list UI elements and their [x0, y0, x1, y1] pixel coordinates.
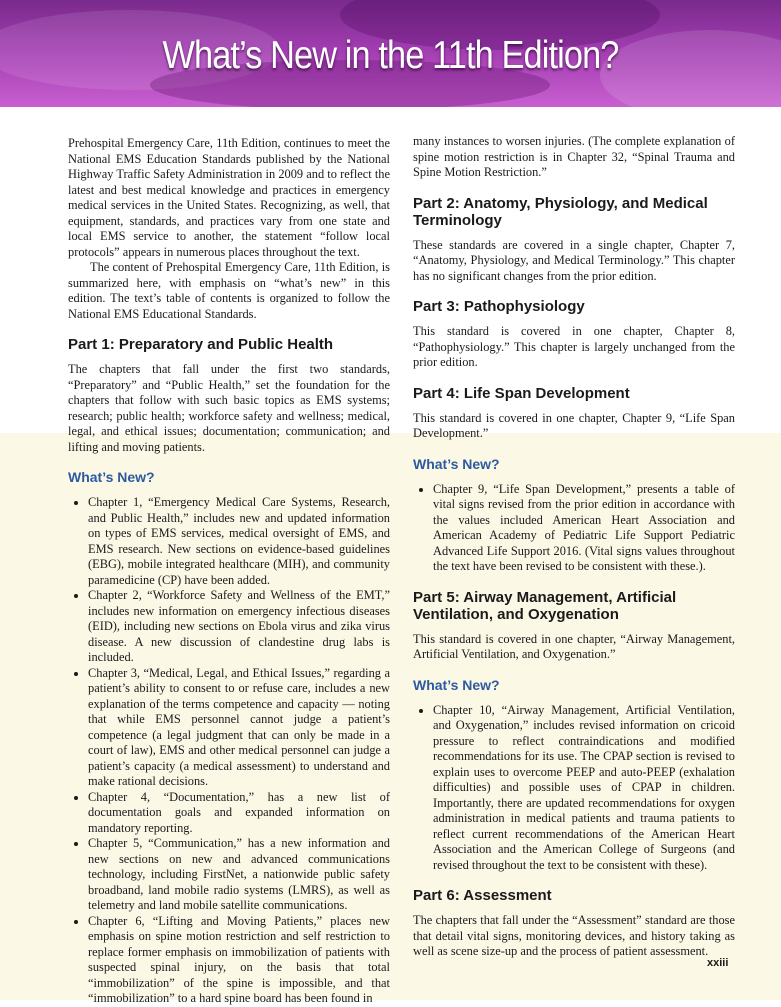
whats-new-heading: What’s New? [68, 469, 155, 485]
section-heading-part5: Part 5: Airway Management, Artificial Ventilation, and Oxygenation [413, 588, 677, 623]
list-item: • Chapter 10, “Airway Management, Artificial Ventilation, and Oxygenation,” includes revised information on cricoid pressure to reflect contraindications and modified recommendations for its use. The CPAP section is revised to explain uses to overcome PEEP and auto-PEEP (exhalation difficulties) and possible uses of CPAP in children. Importantly, there are updated recommendations for oxygen administration in medical patients and trauma patients to reflect current recommendations of the American Heart Association and the American College of Surgeons (and revised throughout the text to be consistent with these). [433, 703, 735, 874]
section-heading-part4: Part 4: Life Span Development [413, 384, 630, 402]
list-item: • Chapter 3, “Medical, Legal, and Ethical Issues,” regarding a patient’s ability to consent to or refuse care, includes a new explanation of the terms competence and capacity — noting that while EMS personnel cannot judge a patient’s competence (a legal judgment that can only be made in a court of law), EMS and other medical personnel can judge a patient’s capacity (a medical assessment) to understand and make rational decisions. [88, 666, 390, 790]
whats-new-heading: What’s New? [413, 676, 500, 693]
right-column [413, 134, 735, 960]
list-item: • Chapter 1, “Emergency Medical Care Systems, Research, and Public Health,” includes new and updated information on types of EMS services, medical oversight of EMS, and EMS research. New sections on evidence-based guidelines (EBG), mobile integrated healthcare (MIH), and community paramedicine (CP) have been added. [88, 495, 390, 588]
intro-paragraph-2: The content of Prehospital Emergency Care, 11th Edition, is summarized here, with emphasis on “what’s new” in this edition. The text’s table of contents is organized to follow the National EMS Educational Standards. [68, 260, 390, 321]
header-banner [0, 0, 781, 107]
page-title: What’s New in the 11th Edition? [162, 34, 619, 77]
left-column [68, 136, 390, 1007]
part6-body: The chapters that fall under the “Assessment” standard are those that detail vital signs, monitoring devices, and history taking as well as scene size-up and the process of patient assessment. [413, 913, 735, 958]
list-item: • Chapter 9, “Life Span Development,” presents a table of vital signs revised from the prior edition in accordance with the values included American Heart Association and American Academy of Pediatric Life Support Pediatric Advanced Life Support 2016. (Vital signs values throughout the text have been revised to be consistent with these.). [433, 482, 735, 575]
section-heading-part3: Part 3: Pathophysiology [413, 298, 585, 315]
list-item: • Chapter 4, “Documentation,” has a new list of documentation goals and expanded information on mandatory reporting. [88, 790, 390, 837]
part5-body: This standard is covered in one chapter, “Airway Management, Artificial Ventilation, and Oxygenation.” [413, 631, 735, 661]
part2-body: These standards are covered in a single chapter, Chapter 7, “Anatomy, Physiology, and Medical Terminology.” This chapter has no significant changes from the prior edition. [413, 237, 735, 283]
part1-body: The chapters that fall under the first two standards, “Preparatory” and “Public Health,” set the foundation for the chapters that follow with such basic topics as EMS systems; research; public health; workforce safety and wellness; medical, legal, and ethical issues; documentation; communication; and lifting and moving patients. [68, 362, 390, 454]
list-item: • Chapter 2, “Workforce Safety and Wellness of the EMT,” includes new information on emergency infectious diseases (EID), including new sections on Ebola virus and zika virus disease. A new discussion of clandestine drug labs is included. [88, 588, 390, 666]
continuation-paragraph: many instances to worsen injuries. (The complete explanation of spine motion restriction is in Chapter 32, “Spinal Trauma and Spine Motion Restriction.” [413, 134, 735, 179]
section-heading-part1: Part 1: Preparatory and Public Health [68, 336, 334, 353]
whats-new-list [413, 482, 735, 575]
section-heading-part2: Part 2: Anatomy, Physiology, and Medical Terminology [413, 194, 708, 229]
part3-body: This standard is covered in one chapter, Chapter 8, “Pathophysiology.” This chapter is largely unchanged from the prior edition. [413, 324, 735, 369]
list-item: • Chapter 6, “Lifting and Moving Patients,” places new emphasis on spine motion restriction and self restriction to replace former emphasis on immobilization of patients with suspected spinal injury, on the basis that total “immobilization” of the spine is impossible, and that “immobilization” to a hard spine board has been found in [88, 914, 390, 1007]
list-item: • Chapter 5, “Communication,” has a new information and new sections on new and advanced communications technology, including FirstNet, a nationwide public safety broadband, land mobile radio systems (LMRS), as well as telemetry and land mobile satellite communications. [88, 836, 390, 914]
page-number: xxiii [707, 957, 729, 969]
whats-new-list [68, 495, 390, 1007]
section-heading-part6: Part 6: Assessment [413, 887, 552, 904]
part4-body: This standard is covered in one chapter, Chapter 9, “Life Span Development.” [413, 410, 735, 440]
whats-new-heading: What’s New? [413, 455, 500, 472]
intro-paragraph: Prehospital Emergency Care, 11th Edition, continues to meet the National EMS Education Standards published by the National Highway Traffic Safety Administration in 2009 and to reflect the latest and best medical knowledge and practices in emergency medical services in the United States. Recognizing, as well, that equipment, standards, and practices vary from one state and local EMS service to another, the statement “follow local protocols” appears in numerous places throughout the text. [68, 136, 390, 259]
whats-new-list [413, 703, 735, 874]
